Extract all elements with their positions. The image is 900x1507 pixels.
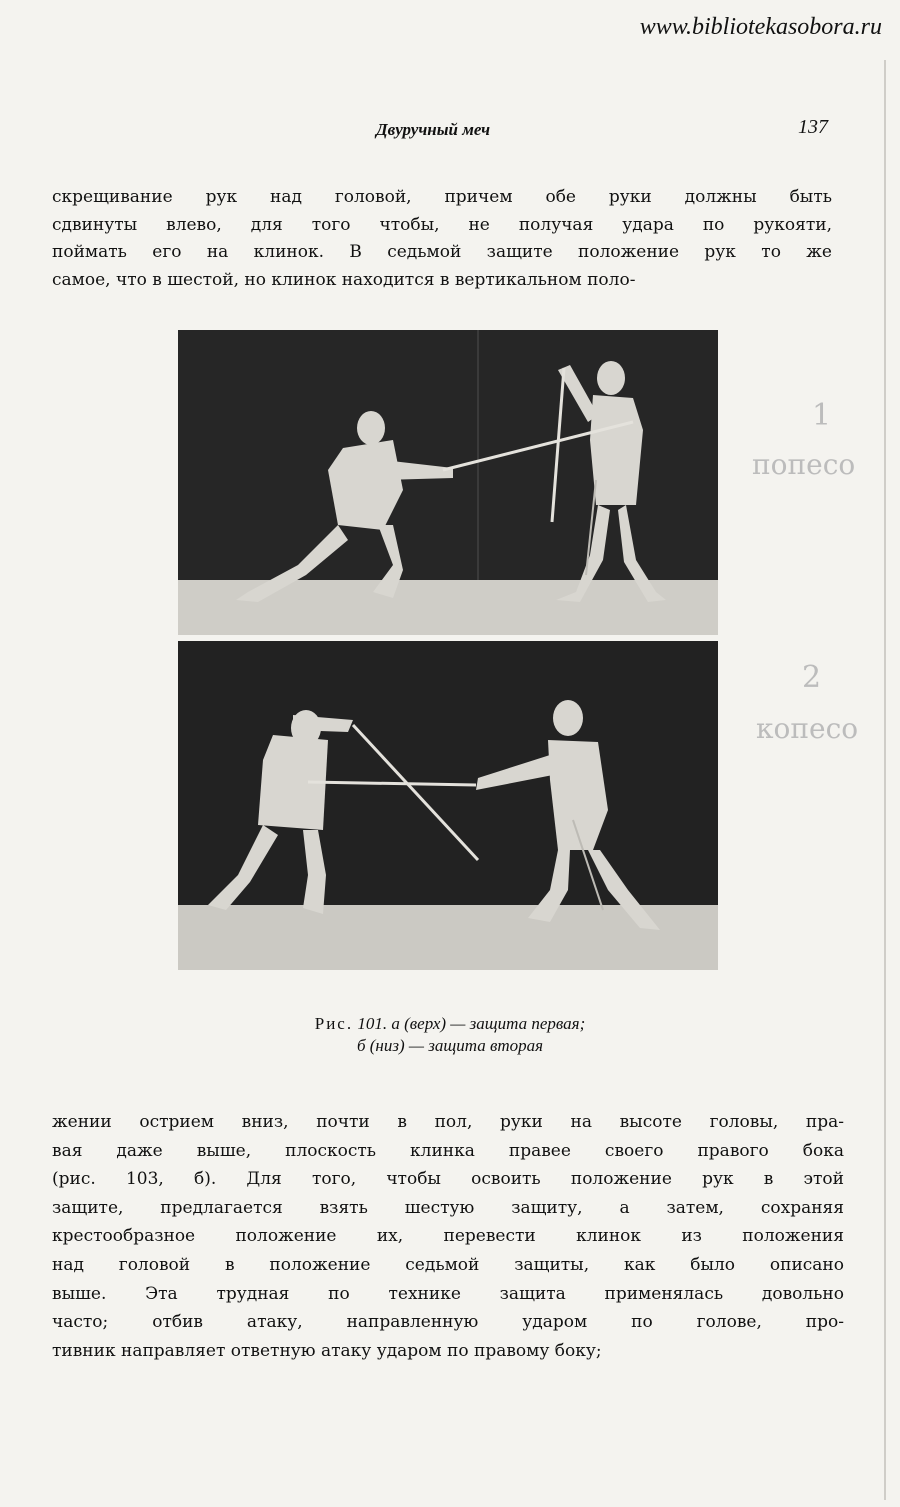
text-line: поймать его на клинок. В седьмой защите положение рук то же	[52, 242, 832, 262]
page-number: 137	[798, 116, 828, 138]
scan-edge-line	[884, 60, 886, 1500]
text-line: жении острием вниз, почти в пол, руки на высоте головы, пра-	[52, 1112, 844, 1132]
text-line: выше. Эта трудная по технике защита применялась довольно	[52, 1283, 844, 1304]
text-line: скрещивание рук над головой, причем обе руки должны быть	[52, 187, 832, 207]
caption-text-1: 101. а (верх) — защита первая;	[357, 1014, 586, 1033]
fencing-photo-illustration	[178, 330, 718, 970]
text-line: крестообразное положение их, перевести клинок из положения	[52, 1226, 844, 1247]
figure-photo	[178, 330, 718, 970]
pencil-note-text: попесо	[752, 448, 856, 481]
text-line: тивник направляет ответную атаку ударом по правому боку;	[52, 1340, 602, 1361]
caption-line-2: б (низ) — защита вторая	[356, 1036, 544, 1055]
text-line: защите, предлагается взять шестую защиту, а затем, сохраняя	[52, 1197, 844, 1218]
running-title: Двуручный меч	[376, 120, 491, 139]
paragraph-bottom	[52, 1108, 844, 1365]
paragraph-top	[52, 184, 832, 294]
text-line: сдвинуты влево, для того чтобы, не получая удара по рукояти,	[52, 214, 832, 235]
text-line: часто; отбив атаку, направленную ударом по голове, про-	[52, 1312, 844, 1333]
text-line: (рис. 103, б). Для того, чтобы освоить положение рук в этой	[52, 1169, 844, 1190]
text-line: вая даже выше, плоскость клинка правее своего правого бока	[52, 1140, 844, 1161]
text-line: над головой в положение седьмой защиты, как было описано	[52, 1254, 844, 1275]
text-line: самое, что в шестой, но клинок находится в вертикальном поло-	[52, 269, 636, 290]
figure-caption	[0, 1013, 900, 1057]
caption-label: Рис.	[314, 1014, 354, 1033]
pencil-note-number: 1	[812, 398, 832, 433]
pencil-note-number: 2	[802, 660, 822, 695]
caption-line-1	[0, 1013, 900, 1035]
site-watermark: www.bibliotekasobora.ru	[639, 14, 882, 40]
pencil-note-text: копесо	[756, 712, 859, 745]
